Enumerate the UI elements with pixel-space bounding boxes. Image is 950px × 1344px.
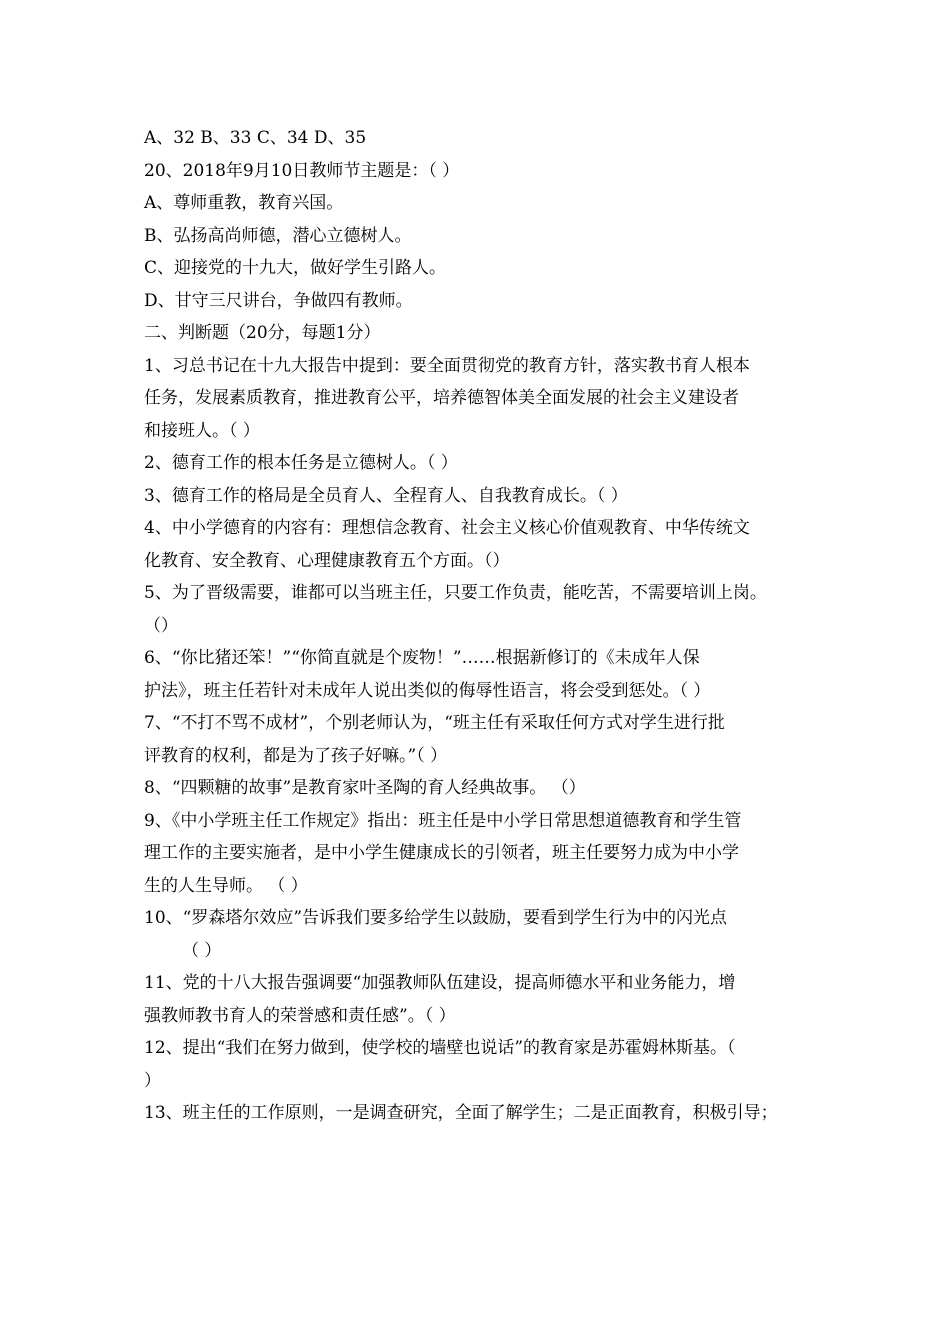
item-line: 7、“不打不骂不成材”，个别老师认为，“班主任有采取任何方式对学生进行批 [144, 713, 725, 733]
judgment-item-2 [144, 447, 810, 480]
q20-option-a: A、尊师重教，教育兴国。 [144, 193, 344, 213]
item-line: 6、“你比猪还笨！”“你简直就是个废物！”……根据新修订的《未成年人保 [144, 648, 700, 668]
q20-option-d: D、甘守三尺讲台，争做四有教师。 [144, 290, 413, 311]
section-heading: 二、判断题（20分，每题1分） [144, 323, 381, 343]
q19-options: A、32 B、33 C、34 D、35 [144, 128, 367, 148]
judgment-item-13 [144, 1097, 810, 1130]
item-line: 4、中小学德育的内容有：理想信念教育、社会主义核心价值观教育、中华传统文 [144, 518, 750, 538]
q20-option-c: C、迎接党的十九大，做好学生引路人。 [144, 258, 447, 278]
item-line: 3、德育工作的格局是全员育人、全程育人、自我教育成长。（ ） [144, 485, 628, 506]
item-line: 11、党的十八大报告强调要“加强教师队伍建设，提高师德水平和业务能力，增 [144, 973, 736, 993]
item-line: 化教育、安全教育、心理健康教育五个方面。（） [144, 550, 510, 571]
item-line: 1、习总书记在十九大报告中提到：要全面贯彻党的教育方针，落实教书育人根本 [144, 355, 750, 376]
item-line: 12、提出“我们在努力做到，使学校的墙壁也说话”的教育家是苏霍姆林斯基。（ [144, 1038, 736, 1058]
judgment-item-3 [144, 480, 810, 513]
item-line: （ ） [182, 940, 222, 961]
judgment-item-12 [144, 1032, 810, 1097]
item-line: 10、“罗森塔尔效应”告诉我们要多给学生以鼓励，要看到学生行为中的闪光点 [144, 908, 728, 928]
item-line: 强教师教书育人的荣誉感和责任感”。（ ） [144, 1005, 456, 1026]
q20-option-b: B、弘扬高尚师德，潜心立德树人。 [144, 225, 412, 246]
item-line: 理工作的主要实施者，是中小学生健康成长的引领者，班主任要努力成为中小学 [144, 843, 739, 863]
judgment-item-5 [144, 577, 810, 642]
item-line: （） [144, 615, 178, 636]
item-line: 5、为了晋级需要，谁都可以当班主任，只要工作负责，能吃苦，不需要培训上岗。 [144, 583, 767, 603]
judgment-item-10 [144, 902, 810, 967]
q20-stem: 20、2018年9月10日教师节主题是：（ ） [144, 160, 460, 181]
judgment-item-6 [144, 642, 810, 707]
item-line: ） [144, 1070, 161, 1091]
judgment-item-11 [144, 967, 810, 1032]
judgment-item-7 [144, 707, 810, 772]
judgment-item-8 [144, 772, 810, 805]
page-content [144, 122, 810, 1130]
item-line: 护法》，班主任若针对未成年人说出类似的侮辱性语言，将会受到惩处。（ ） [144, 680, 711, 701]
item-line: 任务，发展素质教育，推进教育公平，培养德智体美全面发展的社会主义建设者 [144, 388, 739, 408]
item-line: 2、德育工作的根本任务是立德树人。（ ） [144, 453, 458, 473]
judgment-item-9 [144, 805, 810, 903]
item-line: 8、“四颗糖的故事”是教育家叶圣陶的育人经典故事。 （） [144, 778, 586, 798]
item-line: 评教育的权利，都是为了孩子好嘛。”（ ） [144, 745, 448, 766]
item-line: 13、班主任的工作原则，一是调查研究，全面了解学生；二是正面教育，积极引导； [144, 1103, 778, 1123]
item-line: 9、《中小学班主任工作规定》指出：班主任是中小学日常思想道德教育和学生管 [144, 810, 742, 831]
item-line: 生的人生导师。 （ ） [144, 875, 308, 896]
judgment-item-1 [144, 350, 810, 448]
item-line: 和接班人。（ ） [144, 420, 260, 441]
judgment-item-4 [144, 512, 810, 577]
